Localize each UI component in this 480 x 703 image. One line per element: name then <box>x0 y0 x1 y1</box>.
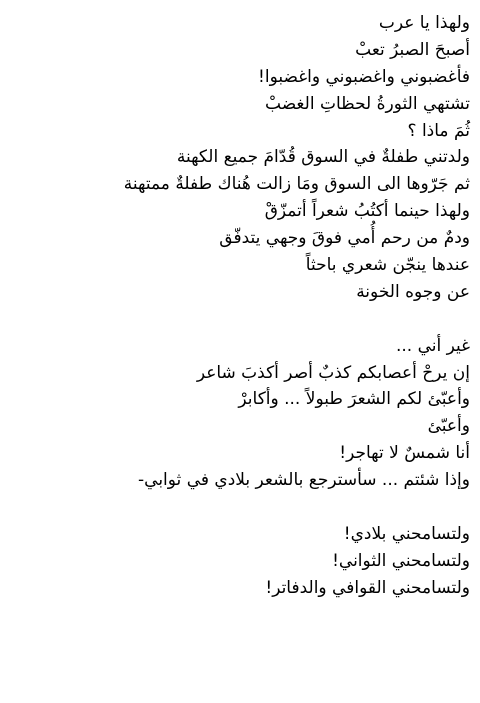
poem-line: غير أني ... <box>395 335 470 356</box>
poem-line: فأغضبوني واغضبوني واغضبوا! <box>258 66 470 87</box>
poem-line: ثم جَرّوها الى السوق ومَا زالت هُناك طفلةٌ ممتهنة <box>123 174 470 195</box>
poem-line: ولدتني طفلةٌ في السوق قُدّامَ جميع الكهنة <box>176 147 470 168</box>
poem-line: ولتسامحني القوافي والدفاتر! <box>265 577 470 598</box>
poem-line: ودمٌ من رحم أُمي فوقَ وجهي يتدفّق <box>219 228 470 249</box>
stanza-3 <box>8 521 470 602</box>
stanza-2 <box>8 333 470 494</box>
stanza-1 <box>8 10 470 306</box>
poem-line: وإذا شئتم ... سأسترجع بالشعر بلادي في ثوابي- <box>138 470 470 491</box>
stanza-gap <box>8 306 470 333</box>
poem-line: ولتسامحني بلادي! <box>343 523 470 544</box>
poem-line: ولتسامحني الثواني! <box>332 550 470 571</box>
stanza-gap <box>8 494 470 521</box>
poem-line: أصبحَ الصبرُ تعبْ <box>355 39 470 60</box>
poem-line: تشتهي الثورةُ لحظاتِ الغضبْ <box>265 93 470 114</box>
poem-text <box>8 10 470 602</box>
poem-line: عندها ينجّن شعري باحثاً <box>305 255 470 276</box>
poem-line: إن يرحْ أعصابكم كذبٌ أصر أكذبَ شاعر <box>196 362 470 383</box>
poem-line: ثُمَ ماذا ؟ <box>407 120 470 141</box>
poem-line: وأعبّئ لكم الشعرَ طبولاً ... وأكابرْ <box>238 389 470 410</box>
poem-line: ولهذا يا عرب <box>378 13 470 33</box>
poem-line: وأعبّئ <box>427 416 470 437</box>
poem-line: ولهذا حينما أكتُبُ شعراً أتمزّقْ <box>264 201 470 222</box>
poem-line: أنا شمسٌ لا تهاجر! <box>339 443 470 464</box>
poem-line: عن وجوه الخونة <box>356 281 470 302</box>
